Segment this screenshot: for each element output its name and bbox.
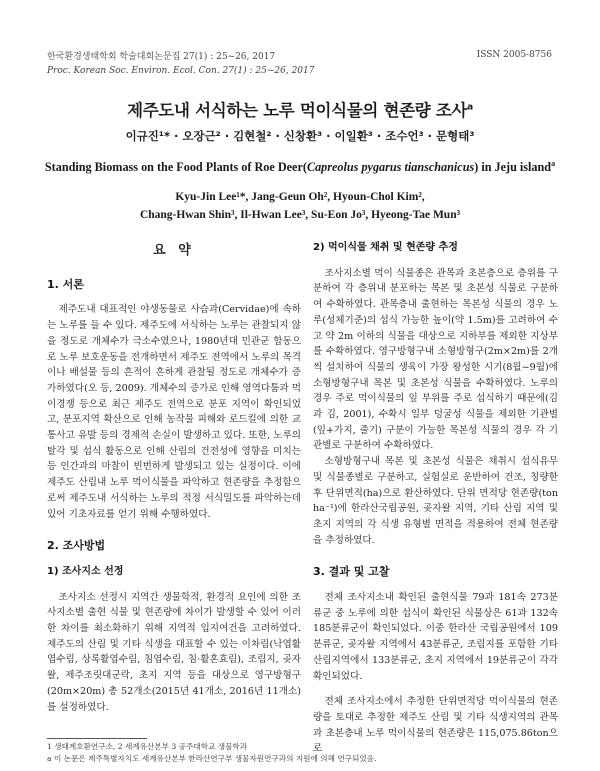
- footnotes: [47, 741, 376, 765]
- authors-english-line1: Kyu-Jin Lee¹*, Jang-Geun Oh², Hyoun-Chol Kim²,: [175, 191, 425, 203]
- right-column: [313, 240, 558, 757]
- subsection-site-selection-heading: 1) 조사지소 선정: [47, 565, 124, 577]
- journal-header: [47, 50, 314, 78]
- results-paragraph-1: 전체 조사지소내 확인된 출현식물 79과 181속 273분류군 중 노루에 의한 섭식이 확인된 식물상은 61과 132속 185분류군이 확인되었다. 이중 한라산 국립공원에서 109분류군, 곶자왈 지역에서 43분류군, 조림지를 포함한 기타 산림지역에서 133분류군, 초지 지역에서 19분류군이 각각 확인되었다.: [313, 592, 558, 682]
- authors-english: [0, 188, 600, 224]
- left-column: [47, 240, 301, 715]
- introduction-paragraph: 제주도내 대표적인 야생동물로 사슴과(Cervidae)에 속하는 노루를 들 수 있다. 제주도에 서식하는 노루는 관찰되지 않을 정도로 개체수가 극소수였으나, 1980년대 민관군 합동으로 노루 보호운동을 전개하면서 제주도 전역에서 노루의 목격이나 배설물 등의 흔적이 흔하게 관찰될 정도로 개체수가 증가하였다(오 등, 2009). 개체수의 증가로 인해 영역다툼과 먹이경쟁 등으로 최근 제주도 전역으로 분포 지역이 확인되었고, 분포지역 확산으로 인해 농작물 피해와 로드킬에 의한 교통사고 유발 등의 경제적 손실이 발생하고 있다. 또한, 노루의 탈각 및 섭식 활동으로 인해 산림의 건전성에 영향을 미치는 등 인간과의 마찰이 빈번하게 발생되고 있는 실정이다. 이에 제주도 산림내 노루 먹이식물을 파악하고 현존량을 추정함으로써 제주도내 서식하는 노루의 적정 서식밀도를 파악하는데 있어 기초자료를 얻기 위해 수행하였다.: [47, 304, 301, 520]
- sampling-paragraph-1: 조사지소별 먹이 식물종은 관목과 초본층으로 층위를 구분하여 각 층위내 분포하는 목본 및 초본성 식물로 구분하여 수확하였다. 관목층내 출현하는 목본성 식물의 경우 노루(성체기준)의 섭식 가능한 높이(약 1.5m)를 고려하여 수고 약 2m 이하의 식물을 대상으로 지하부를 제외한 지상부를 수확하였다. 영구방형구내 소형방형구(2m×2m)를 2개씩 설치하여 식물의 생육이 가장 왕성한 시기(8월~9월)에 소형방형구내 목본 및 초본성 식물을 수확하였다. 노루의 경우 주로 먹이식물의 잎 부위를 주로 섭식하기 때문에(김과 김, 2001), 수확시 일부 덩굴성 식물을 제외한 기관별(잎+가지, 줄기) 구분이 가능한 목본성 식물의 경우 각 기관별로 구분하여 수확하였다.: [313, 267, 558, 452]
- site-selection-paragraph: 조사지소 선정시 지역간 생물학적, 환경적 요인에 의한 조사지소별 출현 식물 및 현존량에 차이가 발생할 수 있어 이러한 차이를 최소화하기 위해 지역적 입지여건을 고려하였다. 제주도의 산림 및 기타 식생을 대표할 수 있는 이차림(낙엽활엽수림, 상록활엽수림, 침엽수림, 침·활혼효림), 조림지, 곶자왈, 제주조릿대군락, 초지 지역 등을 대상으로 영구방형구(20m×20m) 총 52개소(2015년 41개소, 2016년 11개소)를 설정하였다.: [47, 591, 301, 713]
- paper-title: [0, 97, 600, 121]
- section-introduction-heading: 1. 서론: [47, 277, 84, 291]
- abstract-heading: 요 약: [153, 243, 195, 258]
- subsection-sampling-heading: 2) 먹이식물 채취 및 현존량 추정: [313, 242, 458, 253]
- english-title-prefix: Standing Biomass on the Food Plants of Roe Deer(: [44, 160, 307, 175]
- authors-korean: 이규진¹* · 오장근² · 김현철² · 신창환³ · 이일환³ · 조수언³ · 문형태³: [125, 129, 475, 143]
- journal-name-ko: 한국환경생태학회 학술대회논문집 27(1) : 25~26, 2017: [47, 52, 276, 62]
- sampling-paragraph-2: 소형방형구내 목본 및 초본성 식물은 채취시 섭식유무 및 식물종별로 구분하고, 실험실로 운반하여 건조, 칭량한 후 단위면적(ha)으로 환산하였다. 단위 면적당 현존량(ton ha⁻¹)에 한라산국립공원, 곶자왈 지역, 기타 산림 지역 및 초지 지역의 각 식생 유형별 면적을 적용하여 전체 현존량을 추정하였다.: [313, 456, 558, 546]
- title-footnote-mark: a: [467, 102, 473, 113]
- section-results-heading: 3. 결과 및 고찰: [313, 565, 390, 579]
- issn: ISSN 2005-8756: [476, 50, 552, 60]
- footnote-affiliations: 1 생태계호환연구소, 2 세계유산본부 3 공주대학교 생물학과: [47, 742, 248, 751]
- footnote-funding: a 이 논문은 제주특별자치도 세계유산본부 한라산연구부 생물자원연구과의 지원에 의해 연구되었음.: [47, 754, 377, 763]
- footnote-divider: [47, 738, 147, 739]
- english-title: [0, 159, 600, 175]
- results-paragraph-2: 전체 조사지소에서 추정한 단위면적당 먹이식물의 현존량을 토대로 추정한 제주도 산림 및 기타 식생지역의 관목과 초본층내 노루 먹이식물의 현존량은 115,075.86ton으로: [313, 696, 558, 755]
- paper-title-text: 제주도내 서식하는 노루 먹이식물의 현존량 조사: [127, 101, 468, 120]
- scientific-name: Capreolus pygarus tianschanicus: [306, 160, 475, 175]
- authors-english-line2: Chang-Hwan Shin³, Il-Hwan Lee³, Su-Eon Jo³, Hyeong-Tae Mun³: [139, 209, 461, 221]
- journal-name-en: Proc. Korean Soc. Environ. Ecol. Con. 27(1) : 25~26, 2017: [47, 66, 315, 76]
- english-title-suffix: ) in Jeju island: [474, 160, 552, 175]
- english-title-footnote-mark: a: [551, 159, 556, 168]
- section-methods-heading: 2. 조사방법: [47, 539, 106, 553]
